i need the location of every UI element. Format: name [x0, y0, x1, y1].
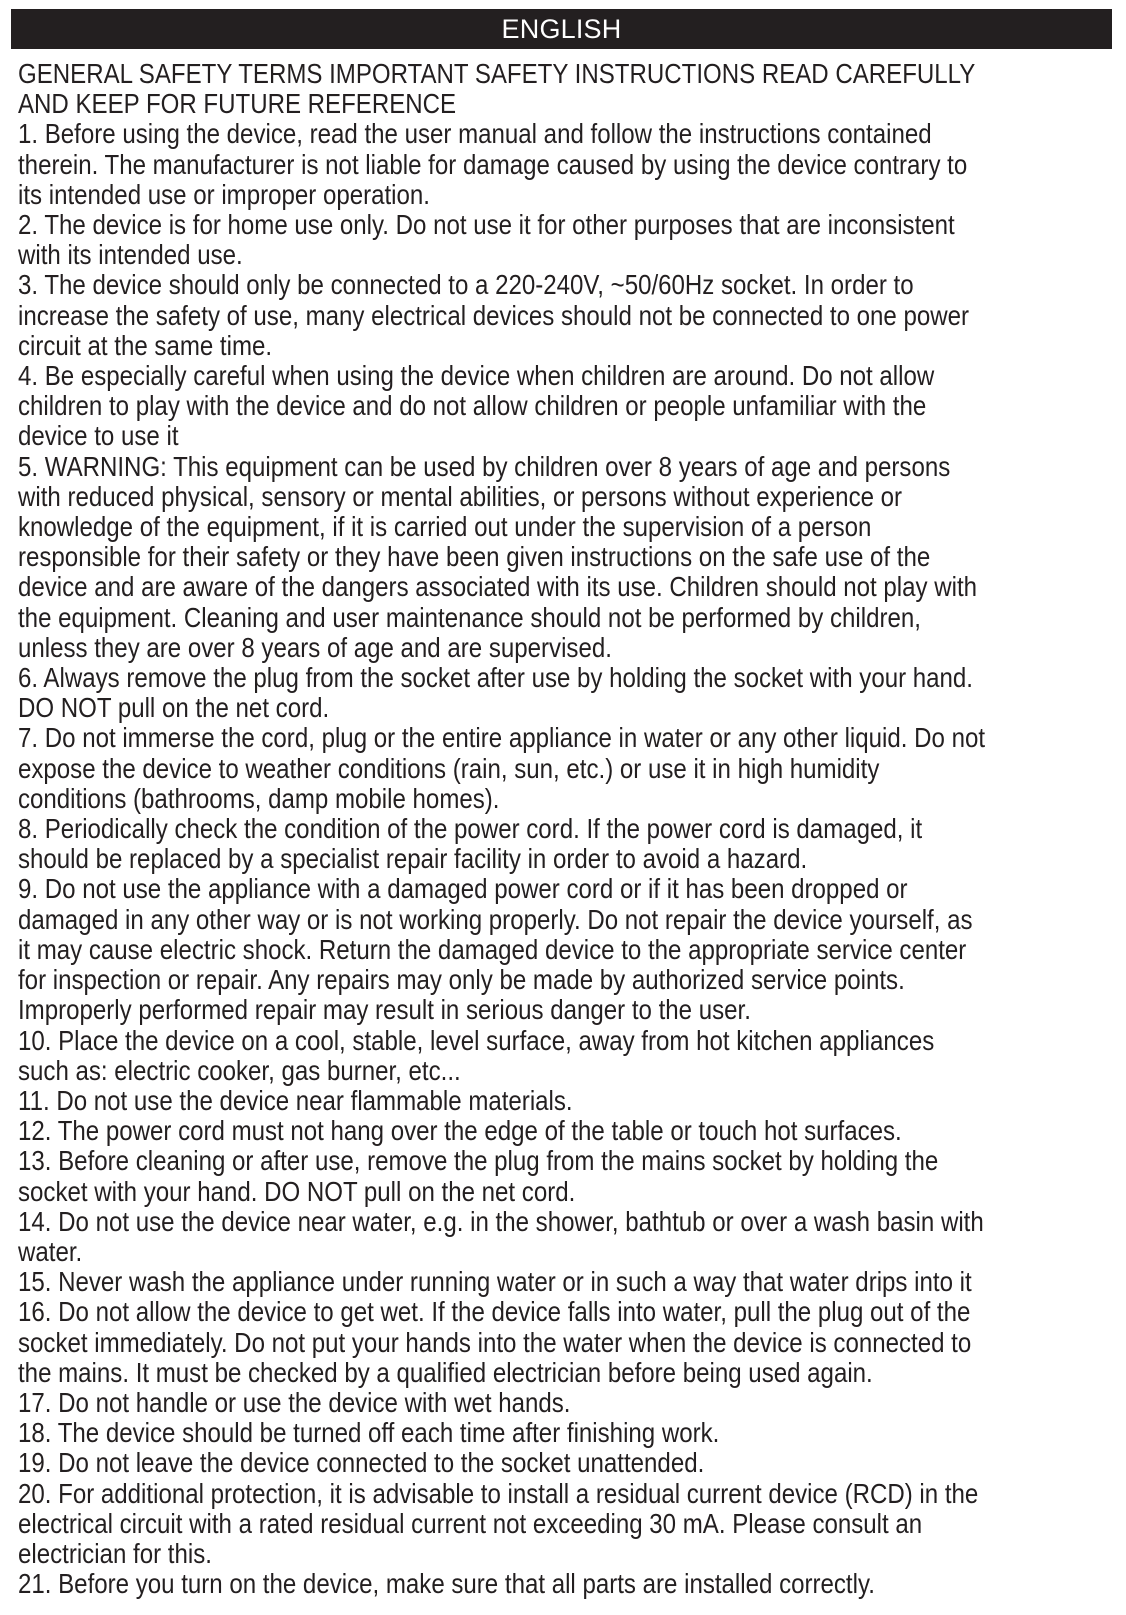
instruction-item: 2. The device is for home use only. Do not use it for other purposes that are inconsistent with its intended use.: [18, 209, 955, 271]
instruction-item: 15. Never wash the appliance under running water or in such a way that water drips into it: [18, 1266, 972, 1298]
instruction-item: 3. The device should only be connected to a 220-240V, ~50/60Hz socket. In order to increase the safety of use, many electrical devices should not be connected to one power circuit at the same time.: [18, 269, 970, 361]
instruction-item: 9. Do not use the appliance with a damaged power cord or if it has been dropped or damaged in any other way or is not working properly. Do not repair the device yourself, as it may cause electric shock. Return the damaged device to the appropriate service center for inspection or repair. Any repairs may only be made by authorized service points. Improperly performed repair may result in serious danger to the user.: [18, 873, 973, 1026]
instruction-item: 4. Be especially careful when using the device when children are around. Do not allow children to play with the device and do not allow children or people unfamiliar with the device to use it: [18, 360, 935, 452]
instruction-item: 11. Do not use the device near flammable materials.: [18, 1084, 573, 1116]
instruction-item: 21. Before you turn on the device, make sure that all parts are installed correctly.: [18, 1568, 875, 1600]
language-header-bar: ENGLISH: [11, 9, 1112, 49]
instruction-item: 10. Place the device on a cool, stable, level surface, away from hot kitchen appliances such as: electric cooker, gas burner, etc...: [18, 1024, 935, 1086]
instruction-item: 8. Periodically check the condition of the power cord. If the power cord is damaged, it should be replaced by a specialist repair facility in order to avoid a hazard.: [18, 813, 923, 875]
instruction-item: 20. For additional protection, it is advisable to install a residual current device (RCD) in the electrical circuit with a rated residual current not exceeding 30 mA. Please consult an electrician for this.: [18, 1477, 979, 1569]
instruction-item: 17. Do not handle or use the device with wet hands.: [18, 1386, 571, 1418]
instruction-item: 12. The power cord must not hang over the edge of the table or touch hot surfaces.: [18, 1115, 902, 1147]
instruction-item: 13. Before cleaning or after use, remove the plug from the mains socket by holding the socket with your hand. DO NOT pull on the net cord.: [18, 1145, 939, 1207]
instruction-item: 18. The device should be turned off each time after finishing work.: [18, 1417, 720, 1449]
instruction-item: 16. Do not allow the device to get wet. If the device falls into water, pull the plug out of the socket immediately. Do not put your hands into the water when the device is connected to the mains. It must be checked by a qualified electrician before being used again.: [18, 1296, 972, 1388]
instruction-item: 19. Do not leave the device connected to the socket unattended.: [18, 1447, 705, 1479]
instruction-item: 14. Do not use the device near water, e.g. in the shower, bathtub or over a wash basin with water.: [18, 1205, 984, 1267]
instruction-item: 1. Before using the device, read the user manual and follow the instructions contained therein. The manufacturer is not liable for damage caused by using the device contrary to its intended use or improper operation.: [18, 118, 968, 210]
instruction-item: 7. Do not immerse the cord, plug or the entire appliance in water or any other liquid. Do not expose the device to weather conditions (rain, sun, etc.) or use it in high humidity conditions (bathrooms, damp mobile homes).: [18, 722, 986, 814]
instruction-item: 5. WARNING: This equipment can be used by children over 8 years of age and persons with reduced physical, sensory or mental abilities, or persons without experience or knowledge of the equipment, if it is carried out under the supervision of a person responsible for their safety or they have been given instructions on the safe use of the device and are aware of the dangers associated with its use. Children should not play with the equipment. Cleaning and user maintenance should not be performed by children, unless they are over 8 years of age and are supervised.: [18, 450, 978, 663]
safety-instructions-content: [18, 59, 988, 1599]
document-title: GENERAL SAFETY TERMS IMPORTANT SAFETY INSTRUCTIONS READ CAREFULLY AND KEEP FOR FUTURE REFERENCE: [18, 58, 975, 120]
instruction-item: 6. Always remove the plug from the socket after use by holding the socket with your hand. DO NOT pull on the net cord.: [18, 662, 973, 724]
